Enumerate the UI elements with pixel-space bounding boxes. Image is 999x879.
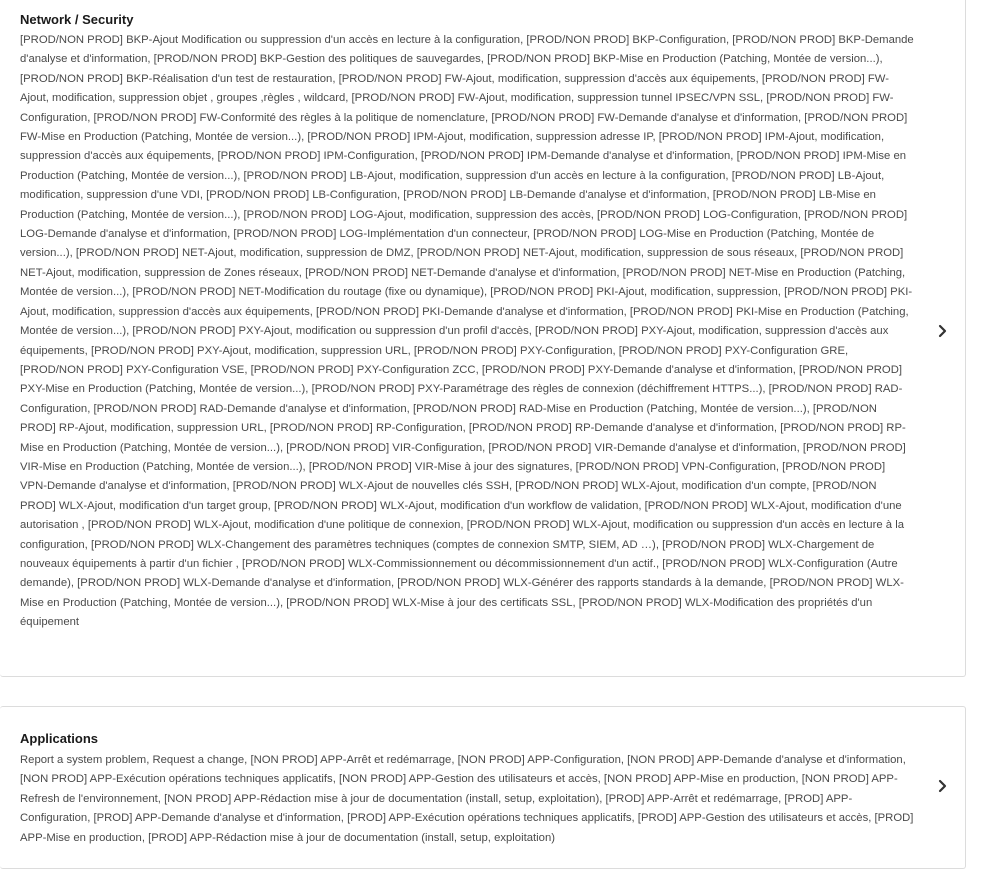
category-description: Report a system problem, Request a change, [NON PROD] APP-Arrêt et redémarrage, [NON PROD] APP-Configuration, [NON PROD] APP-Demande d'analyse et d'information, [NON PROD] APP-Exécution opérations techniques applicatifs, [NON PROD] APP-Gestion des utilisateurs et accès, [NON PROD] APP-Mise en production, [NON PROD] APP-Refresh de l'environnement, [NON PROD] APP-Rédaction mise à jour de documentation (install, setup, exploitation), [PROD] APP-Arrêt et redémarrage, [PROD] APP-Configuration, [PROD] APP-Demande d'analyse et d'information, [PROD] APP-Exécution opérations techniques applicatifs, [PROD] APP-Gestion des utilisateurs et accès, [PROD] APP-Mise en production, [PROD] APP-Rédaction mise à jour de documentation (install, setup, exploitation) [20, 754, 914, 844]
category-title: Network / Security [20, 12, 134, 27]
category-title: Applications [20, 731, 99, 746]
category-description: [PROD/NON PROD] BKP-Ajout Modification ou suppression d'un accès en lecture à la configuration, [PROD/NON PROD] BKP-Configuration, [PROD/NON PROD] BKP-Demande d'analyse et d'information, [PROD/NON PROD] BKP-Gestion des politiques de sauvegardes, [PROD/NON PROD] BKP-Mise en Production (Patching, Montée de version...), [PROD/NON PROD] BKP-Réalisation d'un test de restauration, [PROD/NON PROD] FW-Ajout, modification, suppression d'accès aux équipements, [PROD/NON PROD] FW-Ajout, modification, suppression objet , groupes ,règles , wildcard, [PROD/NON PROD] FW-Ajout, modification, suppression tunnel IPSEC/VPN SSL, [PROD/NON PROD] FW-Configuration, [PROD/NON PROD] FW-Conformité des règles à la politique de nomenclature, [PROD/NON PROD] FW-Demande d'analyse et d'information, [PROD/NON PROD] FW-Mise en Production (Patching, Montée de version...), [PROD/NON PROD] IPM-Ajout, modification, suppression adresse IP, [PROD/NON PROD] IPM-Ajout, modification, suppression d'accès aux équipements, [PROD/NON PROD] IPM-Configuration, [PROD/NON PROD] IPM-Demande d'analyse et d'information, [PROD/NON PROD] IPM-Mise en Production (Patching, Montée de version...), [PROD/NON PROD] LB-Ajout, modification, suppression d'un accès en lecture à la configuration, [PROD/NON PROD] LB-Ajout, modification, suppression d'une VDI, [PROD/NON PROD] LB-Configuration, [PROD/NON PROD] LB-Demande d'analyse et d'information, [PROD/NON PROD] LB-Mise en Production (Patching, Montée de version...), [PROD/NON PROD] LOG-Ajout, modification, suppression des accès, [PROD/NON PROD] LOG-Configuration, [PROD/NON PROD] LOG-Demande d'analyse et d'information, [PROD/NON PROD] LOG-Implémentation d'un connecteur, [PROD/NON PROD] LOG-Mise en Production (Patching, Montée de version...), [PROD/NON PROD] NET-Ajout, modification, suppression de DMZ, [PROD/NON PROD] NET-Ajout, modification, suppression de sous réseaux, [PROD/NON PROD] NET-Ajout, modification, suppression de Zones réseaux, [PROD/NON PROD] NET-Demande d'analyse et d'information, [PROD/NON PROD] NET-Mise en Production (Patching, Montée de version...), [PROD/NON PROD] NET-Modification du routage (fixe ou dynamique), [PROD/NON PROD] PKI-Ajout, modification, suppression, [PROD/NON PROD] PKI-Ajout, modification, suppression d'accès aux équipements, [PROD/NON PROD] PKI-Demande d'analyse et d'information, [PROD/NON PROD] PKI-Mise en Production (Patching, Montée de version...), [PROD/NON PROD] PXY-Ajout, modification ou suppression d'un profil d'accès, [PROD/NON PROD] PXY-Ajout, modification, suppression d'accès aux équipements, [PROD/NON PROD] PXY-Ajout, modification, suppression URL, [PROD/NON PROD] PXY-Configuration, [PROD/NON PROD] PXY-Configuration GRE, [PROD/NON PROD] PXY-Configuration VSE, [PROD/NON PROD] PXY-Configuration ZCC, [PROD/NON PROD] PXY-Demande d'analyse et d'information, [PROD/NON PROD] PXY-Mise en Production (Patching, Montée de version...), [PROD/NON PROD] PXY-Paramétrage des règles de connexion (déchiffrement HTTPS...), [PROD/NON PROD] RAD-Configuration, [PROD/NON PROD] RAD-Demande d'analyse et d'information, [PROD/NON PROD] RAD-Mise en Production (Patching, Montée de version...), [PROD/NON PROD] RP-Ajout, modification, suppression URL, [PROD/NON PROD] RP-Configuration, [PROD/NON PROD] RP-Demande d'analyse et d'information, [PROD/NON PROD] RP-Mise en Production (Patching, Montée de version...), [PROD/NON PROD] VIR-Configuration, [PROD/NON PROD] VIR-Demande d'analyse et d'information, [PROD/NON PROD] VIR-Mise en Production (Patching, Montée de version...), [PROD/NON PROD] VIR-Mise à jour des signatures, [PROD/NON PROD] VPN-Configuration, [PROD/NON PROD] VPN-Demande d'analyse et d'information, [PROD/NON PROD] WLX-Ajout de nouvelles clés SSH, [PROD/NON PROD] WLX-Ajout, modification d'un compte, [PROD/NON PROD] WLX-Ajout, modification d'un target group, [PROD/NON PROD] WLX-Ajout, modification d'un workflow de validation, [PROD/NON PROD] WLX-Ajout, modification d'une autorisation , [PROD/NON PROD] WLX-Ajout, modification d'une politique de connexion, [PROD/NON PROD] WLX-Ajout, modification ou suppression d'un accès en lecture à la configuration, [PROD/NON PROD] WLX-Changement des paramètres techniques (comptes de connexion SMTP, SIEM, AD …), [PROD/NON PROD] WLX-Chargement de nouveaux équipements à partir d'un fichier , [PROD/NON PROD] WLX-Commissionnement ou décommissionnement d'un actif., [PROD/NON PROD] WLX-Configuration (Autre demande), [PROD/NON PROD] WLX-Demande d'analyse et d'information, [PROD/NON PROD] WLX-Générer des rapports standards à la demande, [PROD/NON PROD] WLX-Mise en Production (Patching, Montée de version...), [PROD/NON PROD] WLX-Mise à jour des certificats SSL, [PROD/NON PROD] WLX-Modification des propriétés d'un équipement [20, 34, 914, 629]
category-card-applications[interactable] [0, 706, 966, 869]
chevron-right-icon[interactable] [937, 324, 949, 338]
chevron-right-icon[interactable] [937, 779, 949, 793]
